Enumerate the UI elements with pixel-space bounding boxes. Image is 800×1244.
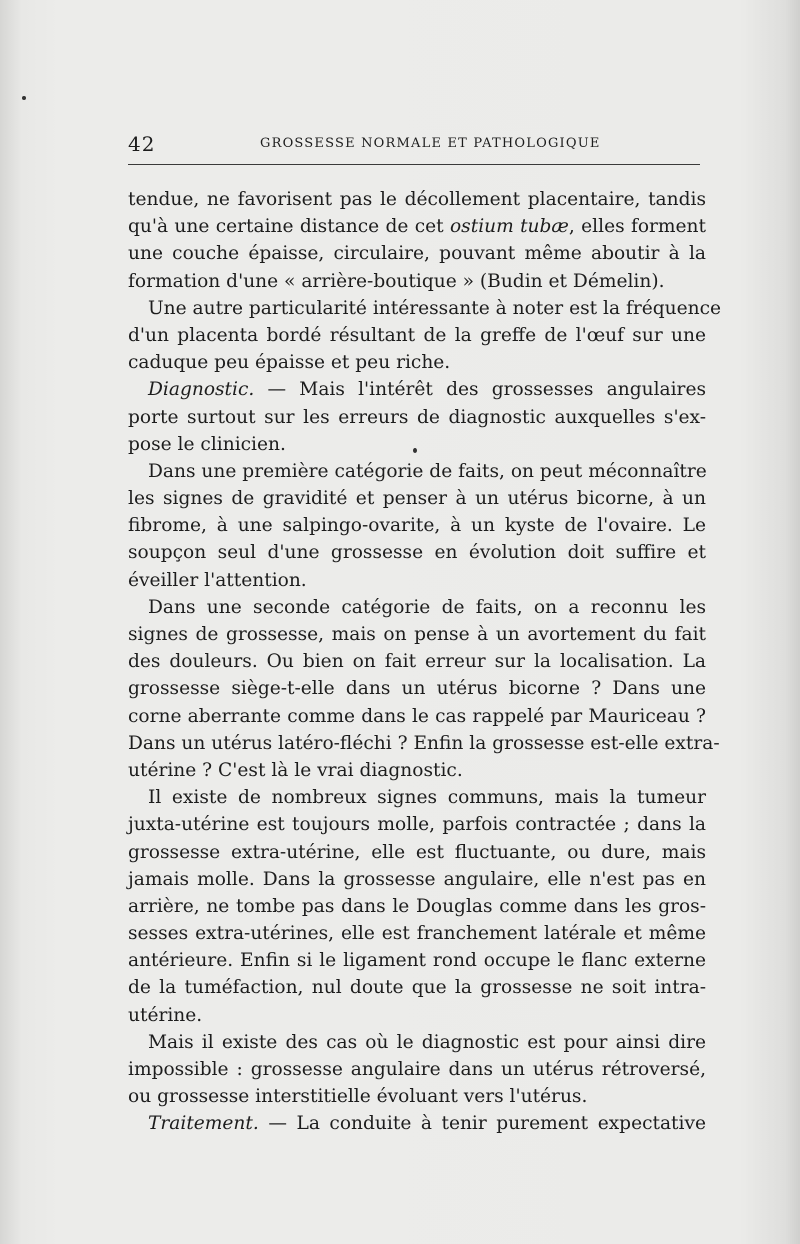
text-line: antérieure. Enfin si le ligament rond occupe le flanc externe <box>128 950 706 972</box>
page-number: 42 <box>128 132 156 156</box>
text-line: impossible : grossesse angulaire dans un utérus rétroversé, <box>128 1059 706 1080</box>
text-line: qu'à une certaine distance de cet ostium tubæ, elles forment <box>128 216 706 238</box>
text-line: Une autre particularité intéressante à noter est la fréquence <box>148 297 722 319</box>
text-line: grossesse siège-t-elle dans un utérus bicorne ? Dans une <box>128 678 706 700</box>
text-line: soupçon seul d'une grossesse en évolution doit suffire et <box>128 542 706 564</box>
text-line: Mais il existe des cas où le diagnostic est pour ainsi dire <box>148 1031 706 1053</box>
text-line: jamais molle. Dans la grossesse angulaire, elle n'est pas en <box>128 868 706 890</box>
text-line: caduque peu épaisse et peu riche. <box>128 352 451 374</box>
text-line: corne aberrante comme dans le cas rappelé par Mauriceau ? <box>128 705 706 727</box>
text-line: grossesse extra-utérine, elle est fluctuante, ou dure, mais <box>128 841 706 863</box>
text-line: juxta-utérine est toujours molle, parfois contractée ; dans la <box>128 814 706 836</box>
text-line: une couche épaisse, circulaire, pouvant même aboutir à la <box>128 243 706 265</box>
text-line: fibrome, à une salpingo-ovarite, à un kyste de l'ovaire. Le <box>128 515 706 537</box>
text-line: des douleurs. Ou bien on fait erreur sur la localisation. La <box>128 651 706 673</box>
page-header <box>128 128 700 158</box>
text-line: Dans une seconde catégorie de faits, on a reconnu les <box>148 596 706 618</box>
text-line: tendue, ne favorisent pas le décollement placentaire, tandis <box>128 189 706 210</box>
text-line: arrière, ne tombe pas dans le Douglas comme dans les gros- <box>128 895 706 917</box>
text-line: éveiller l'attention. <box>128 569 307 591</box>
running-title: GROSSESSE NORMALE ET PATHOLOGIQUE <box>260 136 601 151</box>
header-rule <box>128 164 700 165</box>
text-line: de la tuméfaction, nul doute que la grossesse ne soit intra- <box>128 977 706 999</box>
text-line: porte surtout sur les erreurs de diagnostic auxquelles s'ex- <box>128 406 706 428</box>
text-line: utérine. <box>128 1004 203 1026</box>
body-text <box>128 186 722 1138</box>
text-line: ou grossesse interstitielle évoluant vers l'utérus. <box>128 1086 588 1108</box>
text-line: les signes de gravidité et penser à un utérus bicorne, à un <box>128 488 706 510</box>
text-line: formation d'une « arrière-boutique » (Budin et Démelin). <box>128 270 665 292</box>
text-line: Diagnostic. — Mais l'intérêt des grossesses angulaires <box>148 379 706 401</box>
text-line: signes de grossesse, mais on pense à un avortement du fait <box>128 624 706 645</box>
ink-speck <box>22 96 26 100</box>
text-line: Traitement. — La conduite à tenir purement expectative <box>148 1113 706 1135</box>
text-line: sesses extra-utérines, elle est franchement latérale et même <box>128 923 706 945</box>
text-line: Dans une première catégorie de faits, on peut méconnaître <box>148 460 707 482</box>
text-line: d'un placenta bordé résultant de la greffe de l'œuf sur une <box>128 324 706 346</box>
text-line: Il existe de nombreux signes communs, mais la tumeur <box>148 787 706 809</box>
text-line: pose le clinicien. <box>128 433 286 455</box>
text-line: Dans un utérus latéro-fléchi ? Enfin la grossesse est-elle extra- <box>128 732 720 754</box>
text-line: utérine ? C'est là le vrai diagnostic. <box>128 759 463 781</box>
